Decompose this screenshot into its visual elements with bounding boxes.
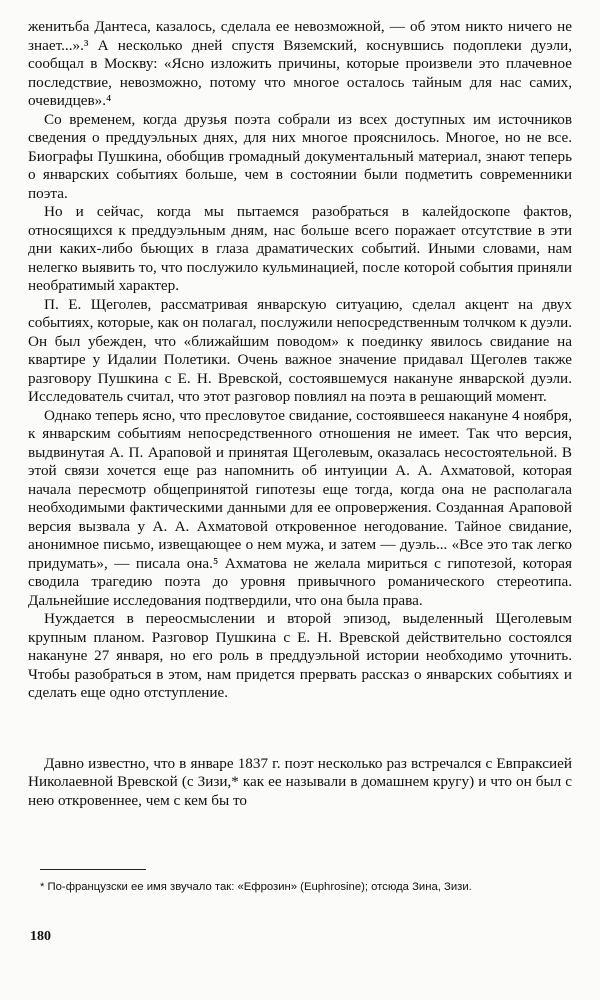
paragraph-3: Но и сейчас, когда мы пытаемся разобраться в калейдоскопе фактов, относящихся к преддуэльным дням, нас больше всего поражает отсутствие в эти дни каких-либо бьющих в глаза драматических событий. Иными словами, нам нелегко выявить то, что послужило кульминацией, после которой события приняли необратимый характер. xyxy=(28,203,572,294)
footnote-separator xyxy=(40,869,146,870)
paragraph-5: Однако теперь ясно, что пресловутое свидание, состоявшееся накануне 4 ноября, к январским событиям непосредственного отношения не имеет. Так что версия, выдвинутая А. П. Араповой и принятая Щеголевым, оказалась несостоятельной. В этой связи хочется еще раз напомнить об интуиции А. А. Ахматовой, которая начала пересмотр общепринятой гипотезы еще тогда, когда она не располагала необходимыми фактическими данными для ее опровержения. Созданная Араповой версия вызвала у А. А. Ахматовой откровенное негодование. Тайное свидание, анонимное письмо, извещающее о нем мужа, и затем — дуэль... «Все это так легко придумать», — писала она.⁵ Ахматова не желала мириться с гипотезой, которая сводила трагедию поэта до уровня привычного романического стереотипа. Дальнейшие исследования подтвердили, что она была права. xyxy=(28,406,572,609)
footnote: * По-французски ее имя звучало так: «Ефрозин» (Euphrosine); отсюда Зина, Зизи. xyxy=(40,881,472,893)
paragraph-1: женитьба Дантеса, казалось, сделала ее невозможной, — об этом никто ничего не знает...».³ А несколько дней спустя Вяземский, коснувшись подоплеки дуэли, сообщал в Москву: «Ясно изложить причины, которые произвели это плачевное последствие, невозможно, потому что многое осталось тайным для нас самих, очевидцев».⁴ xyxy=(28,18,572,109)
paragraph-6: Нуждается в переосмыслении и второй эпизод, выделенный Щеголевым крупным планом. Разговор Пушкина с Е. Н. Вревской действительно состоялся накануне 27 января, но его роль в преддуэльной истории необходимо уточнить. Чтобы разобраться в этом, нам придется прервать рассказ о январских событиях и сделать еще одно отступление. xyxy=(28,610,572,701)
paragraph-2: Со временем, когда друзья поэта собрали из всех доступных им источников сведения о преддуэльных днях, для них многое прояснилось. Многое, но не все. Биографы Пушкина, обобщив громадный документальный материал, знают теперь о январских событиях больше, чем в состоянии были подметить современники поэта. xyxy=(28,110,572,202)
page-number: 180 xyxy=(30,929,51,944)
section-break xyxy=(28,703,572,755)
main-text xyxy=(28,18,572,810)
paragraph-7: Давно известно, что в январе 1837 г. поэт несколько раз встречался с Евпраксией Николаевной Вревской (с Зизи,* как ее называли в домашнем кругу) и что он был с нею откровеннее, чем с кем бы то xyxy=(28,754,572,809)
paragraph-4: П. Е. Щеголев, рассматривая январскую ситуацию, сделал акцент на двух событиях, которые, как он полагал, послужили непосредственным толчком к дуэли. Он был убежден, что «ближайшим поводом» к поединку явилось свидание на квартире у Идалии Полетики. Очень важное значение придавал Щеголев также разговору Пушкина с Е. Н. Вревской, состоявшемуся накануне январской дуэли. Исследователь считал, что этот разговор повлиял на поэта в решающий момент. xyxy=(28,295,572,405)
